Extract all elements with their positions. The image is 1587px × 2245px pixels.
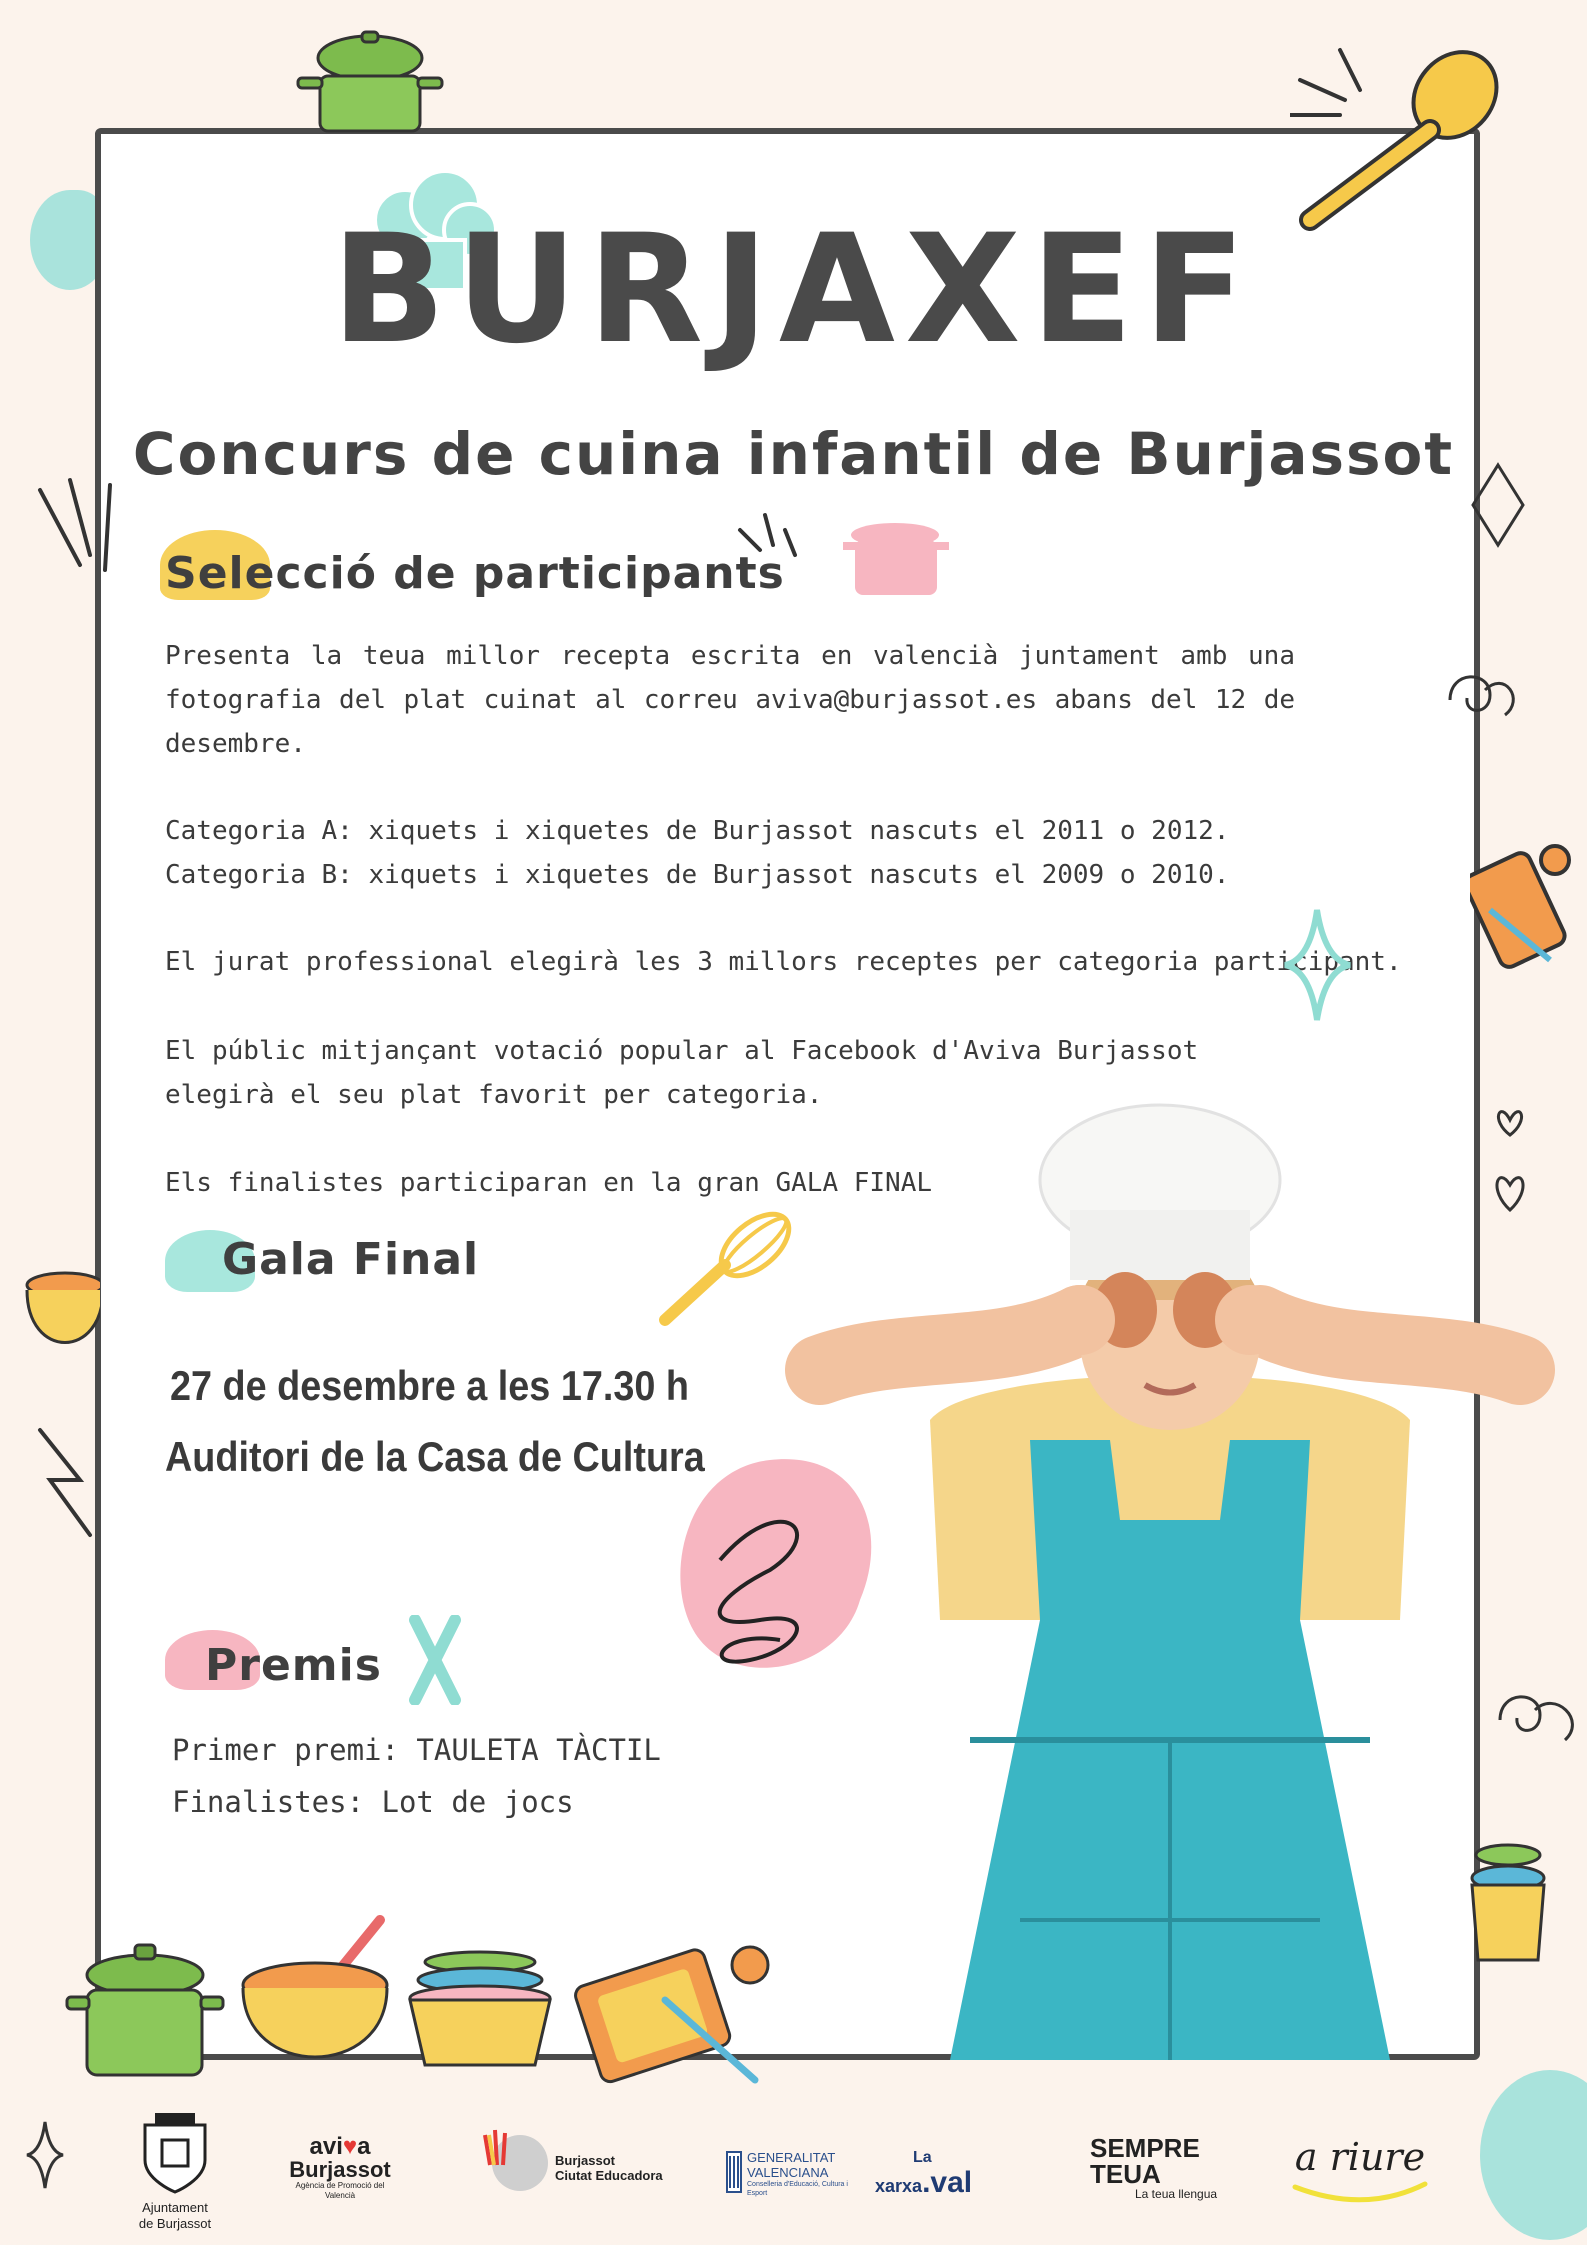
aviva-sub: Agència de Promoció del Valencià bbox=[295, 2181, 385, 2200]
sempre-teua-logo bbox=[1090, 2135, 1230, 2201]
gala-date: 27 de desembre a les 17.30 h bbox=[170, 1362, 690, 1409]
diamond-doodle-icon bbox=[1468, 460, 1528, 550]
aviva-text-1: avi bbox=[309, 2133, 343, 2160]
coat-of-arms-icon bbox=[140, 2110, 210, 2195]
stacked-bowls-icon bbox=[405, 1950, 555, 2070]
sparkle-icon bbox=[1280, 905, 1355, 1025]
ajuntament-label-1: Ajuntament bbox=[142, 2200, 208, 2215]
xarxa-label-2: xarxa bbox=[875, 2176, 923, 2196]
jurat-text: El jurat professional elegirà les 3 millors receptes per categoria participant. bbox=[165, 947, 1402, 977]
lightning-doodle-icon bbox=[30, 1420, 100, 1540]
riure-label: a riure bbox=[1294, 2135, 1426, 2179]
cooking-pot-icon bbox=[735, 510, 955, 600]
xarxa-label-1: La bbox=[913, 2149, 932, 2166]
ajuntament-label-2: de Burjassot bbox=[138, 2216, 212, 2231]
public-text-line1: El públic mitjançant votació popular al Facebook d'Aviva Burjassot bbox=[165, 1036, 1199, 1066]
public-text-line2: elegirà el seu plat favorit per categoria. bbox=[165, 1080, 823, 1110]
cutlery-icon bbox=[405, 1615, 465, 1705]
globe-hand-icon bbox=[475, 2125, 555, 2195]
cutting-board-icon bbox=[1470, 840, 1580, 990]
categoria-a-text: Categoria A: xiquets i xiquetes de Burjassot nascuts el 2011 o 2012. bbox=[165, 816, 1230, 846]
generalitat-logo bbox=[725, 2150, 855, 2198]
aviva-burjassot: Burjassot bbox=[289, 2157, 391, 2182]
smile-underline-icon bbox=[1285, 2179, 1435, 2209]
xarxa-val-logo bbox=[875, 2150, 1045, 2200]
aviva-logo bbox=[280, 2135, 400, 2201]
spoon-icon bbox=[1290, 40, 1510, 240]
bottom-pot-icon bbox=[65, 1935, 225, 2085]
a-riure-logo bbox=[1280, 2135, 1440, 2214]
gv-label-2: VALENCIANA bbox=[747, 2165, 829, 2180]
poster-subtitle: Concurs de cuina infantil de Burjassot bbox=[132, 420, 1455, 488]
finalistes-text: Els finalistes participaran en la gran GALA FINAL bbox=[165, 1168, 933, 1198]
child-chef-photo bbox=[780, 1100, 1560, 2060]
categoria-b-text: Categoria B: xiquets i xiquetes de Burjassot nascuts el 2009 o 2010. bbox=[165, 860, 1230, 890]
aviva-heart-icon: ♥ bbox=[342, 2133, 358, 2160]
premi-primer-text: Primer premi: TAULETA TÀCTIL bbox=[172, 1733, 661, 1767]
whisk-icon bbox=[655, 1210, 795, 1330]
ciutat-educadora-logo bbox=[475, 2125, 665, 2195]
pot-icon bbox=[290, 28, 450, 138]
sempre-label-2: TEUA bbox=[1090, 2159, 1161, 2189]
sparkle-outline-icon bbox=[25, 2120, 65, 2190]
board-knife-icon bbox=[565, 1940, 780, 2090]
gala-place: Auditori de la Casa de Cultura bbox=[165, 1433, 705, 1480]
gv-label-1: GENERALITAT bbox=[747, 2150, 836, 2165]
teal-blob-bottom-right bbox=[1480, 2070, 1587, 2240]
section-heading-premis: Premis bbox=[205, 1640, 382, 1691]
swirl-doodle-icon bbox=[1445, 660, 1525, 740]
sempre-sub: La teua llengua bbox=[1135, 2187, 1218, 2201]
aviva-text-2: a bbox=[357, 2133, 371, 2160]
premi-finalistes-text: Finalistes: Lot de jocs bbox=[172, 1785, 574, 1819]
ajuntament-logo bbox=[120, 2110, 230, 2232]
mixing-bowl-icon bbox=[235, 1910, 395, 2070]
poster-title: BURJAXEF bbox=[331, 203, 1256, 377]
section-heading-seleccio: Selecció de participants bbox=[165, 548, 785, 599]
xarxa-label-3: .val bbox=[922, 2166, 973, 2199]
educadora-label-2: Ciutat Educadora bbox=[555, 2168, 663, 2183]
section-heading-gala: Gala Final bbox=[222, 1234, 480, 1285]
educadora-label-1: Burjassot bbox=[555, 2153, 615, 2168]
sempre-label-1: SEMPRE bbox=[1090, 2133, 1200, 2163]
line-doodle-icon bbox=[30, 470, 130, 580]
generalitat-shield-icon bbox=[725, 2150, 743, 2194]
bowl-left-icon bbox=[25, 1270, 100, 1380]
gv-sub: Conselleria d'Educació, Cultura i Esport bbox=[747, 2181, 848, 2197]
intro-paragraph: Presenta la teua millor recepta escrita en valencià juntament amb una fotografia del plat cuinat al correu aviva@burjassot.es abans del 12 de desembre. bbox=[165, 641, 1295, 759]
